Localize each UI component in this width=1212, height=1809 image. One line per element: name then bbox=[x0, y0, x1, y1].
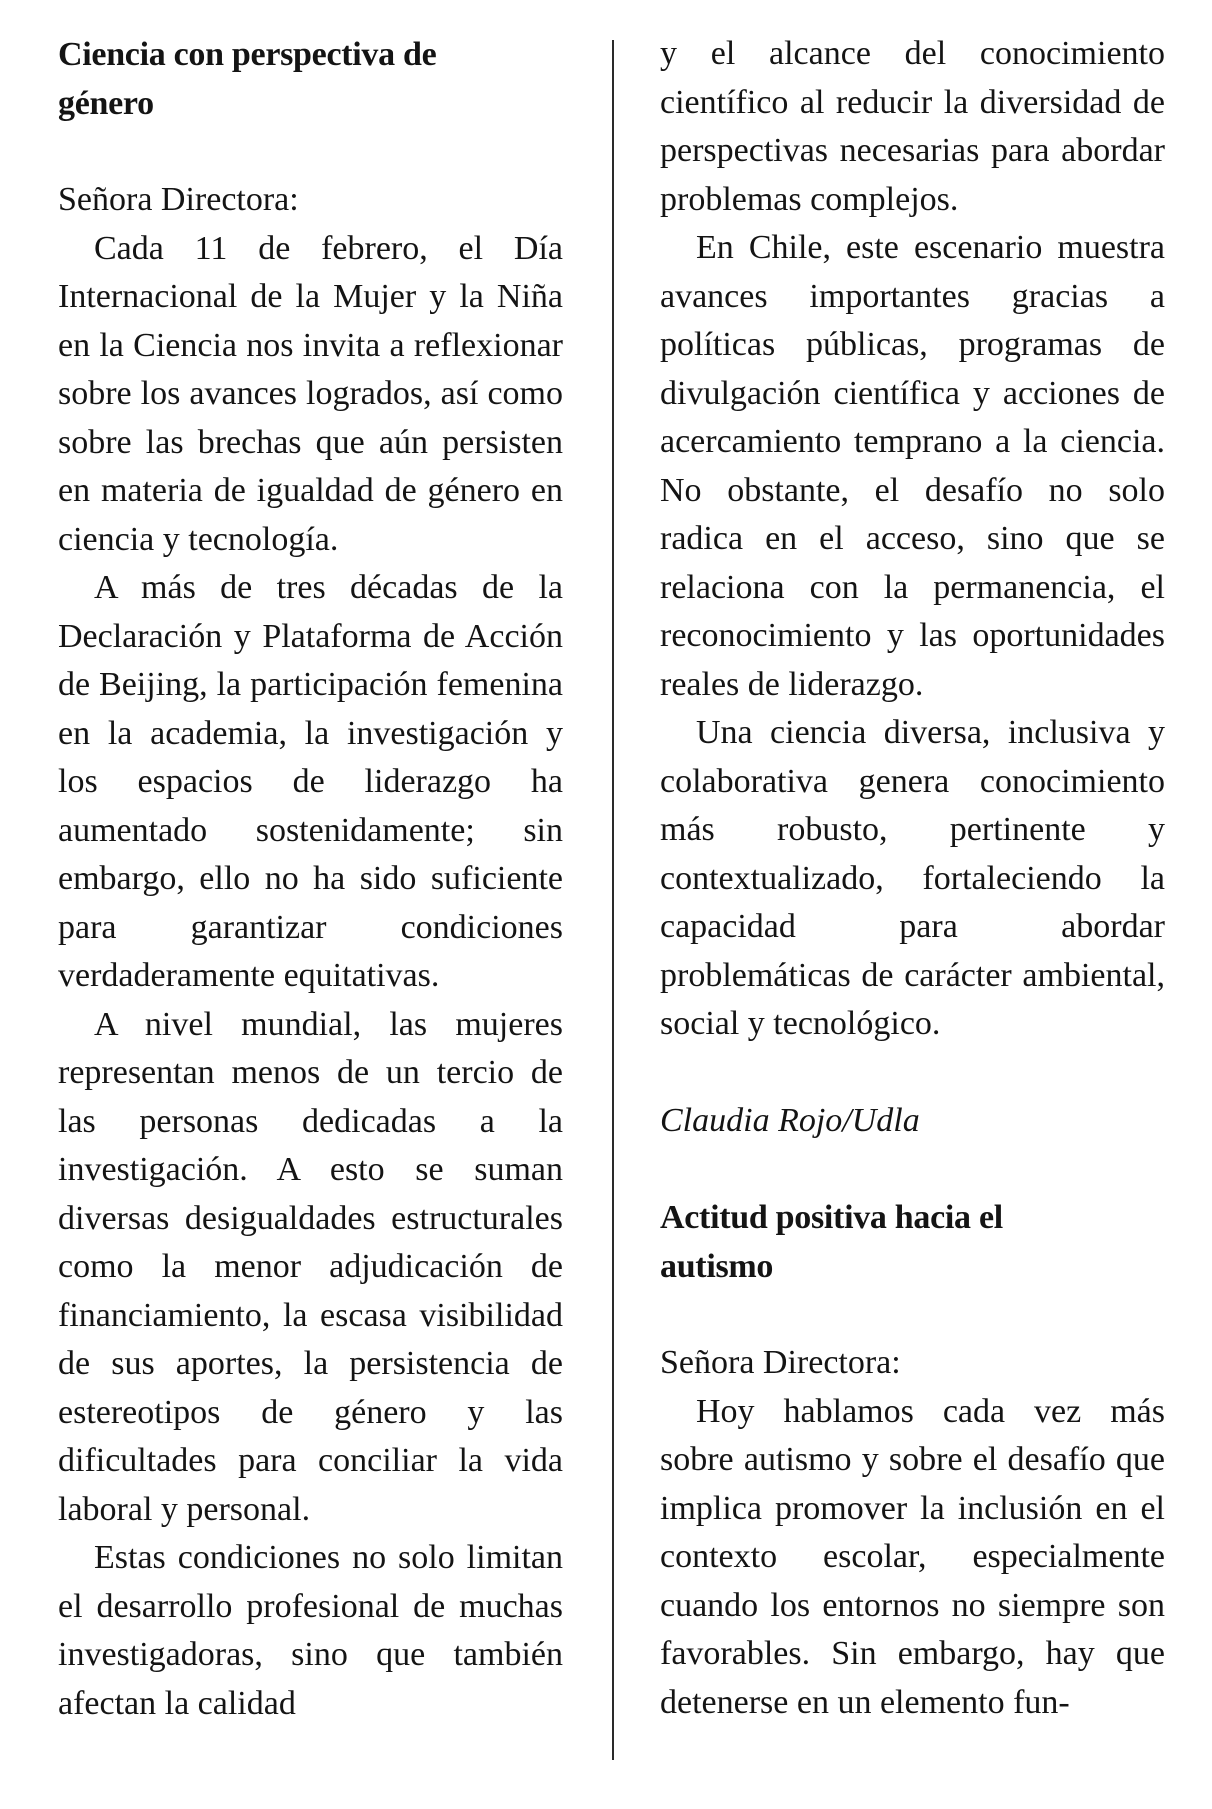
letter-2-paragraph-1: Hoy hablamos cada vez más sobre autismo y sobre el desafío que implica promover la inclusión en el contexto escolar, especialmente cuando los entornos no siempre son favorables. Sin embargo, hay que detenerse en un elemento fun- bbox=[660, 1392, 1165, 1721]
spacer bbox=[660, 1145, 1165, 1193]
letter-1-paragraph-4: Estas condiciones no solo limitan el desarrollo profesional de muchas investigadoras, sino que también afectan la calidad bbox=[58, 1539, 563, 1722]
letter-1-paragraph-2: A más de tres décadas de la Declaración y Plataforma de Acción de Beijing, la participación femenina en la academia, la investigación y los espacios de liderazgo ha aumentado sostenidamente; sin embargo, ello no ha sido suficiente para garantizar condiciones verdaderamente equitativas. bbox=[58, 569, 563, 994]
spacer bbox=[660, 1049, 1165, 1097]
spacer bbox=[660, 1291, 1165, 1339]
spacer bbox=[58, 128, 563, 176]
letter-1-salutation: Señora Directora: bbox=[58, 181, 299, 218]
left-column bbox=[58, 30, 563, 1728]
right-column bbox=[660, 30, 1165, 1727]
column-divider bbox=[612, 40, 614, 1760]
letter-1-paragraph-1: Cada 11 de febrero, el Día Internacional de la Mujer y la Niña en la Ciencia nos invita a reflexionar sobre los avances logrados, así como sobre las brechas que aún persisten en materia de igualdad de género en ciencia y tecnología. bbox=[58, 229, 563, 558]
letter-1-paragraph-3: A nivel mundial, las mujeres representan menos de un tercio de las personas dedicadas a la investigación. A esto se suman diversas desigualdades estructurales como la menor adjudicación de financiamiento, la escasa visibilidad de sus aportes, la persistencia de estereotipos de género y las dificultades para conciliar la vida laboral y personal. bbox=[58, 1005, 563, 1528]
letter-2-title: Actitud positiva hacia el autismo bbox=[660, 1199, 1003, 1285]
letter-1-paragraph-4-continued: y el alcance del conocimiento científico al reducir la diversidad de perspectivas necesarias para abordar problemas complejos. bbox=[660, 35, 1165, 218]
letter-1-signature: Claudia Rojo/Udla bbox=[660, 1101, 920, 1139]
letter-1-paragraph-5: En Chile, este escenario muestra avances importantes gracias a políticas públicas, programas de divulgación científica y acciones de acercamiento temprano a la ciencia. No obstante, el desafío no solo radica en el acceso, sino que se relaciona con la permanencia, el reconocimiento y las oportunidades reales de liderazgo. bbox=[660, 229, 1165, 703]
letter-1-paragraph-6: Una ciencia diversa, inclusiva y colaborativa genera conocimiento más robusto, pertinente y contextualizado, fortaleciendo la capacidad para abordar problemáticas de carácter ambiental, social y tecnológico. bbox=[660, 714, 1165, 1042]
letter-1-title: Ciencia con perspectiva de género bbox=[58, 36, 437, 122]
letter-2-salutation: Señora Directora: bbox=[660, 1344, 901, 1381]
